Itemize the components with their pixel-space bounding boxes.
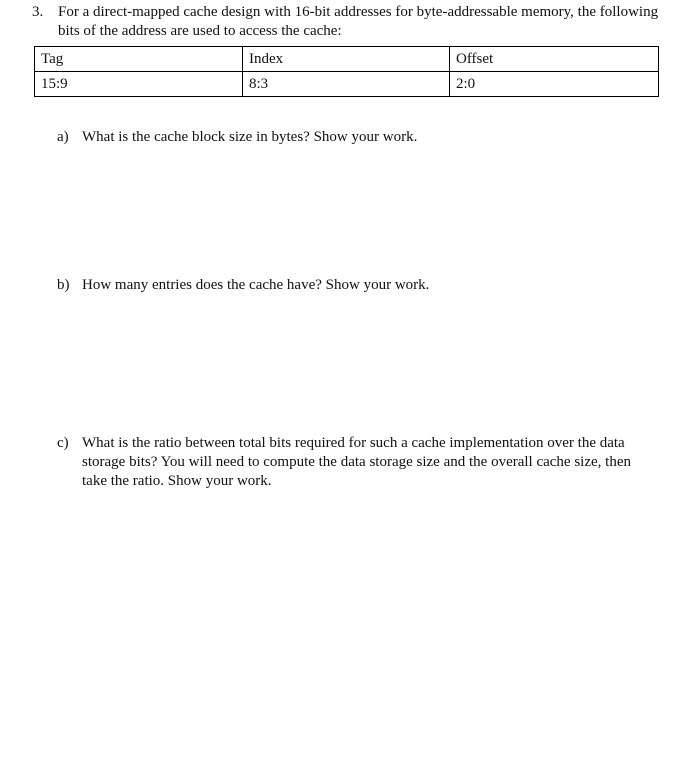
header-offset: Offset [450, 47, 659, 72]
value-tag: 15:9 [35, 72, 243, 97]
header-tag: Tag [35, 47, 243, 72]
question-number: 3. [32, 4, 44, 20]
subquestion-text: How many entries does the cache have? Show your work. [82, 277, 430, 293]
value-offset: 2:0 [450, 72, 659, 97]
subquestion-label: b) [57, 277, 70, 293]
subquestion-text: What is the ratio between total bits required for such a cache implementation over the data storage bits? You will need to compute the data storage size and the overall cache size, then take the ratio. Show your work. [82, 435, 631, 489]
question-text: For a direct-mapped cache design with 16-bit addresses for byte-addressable memory, the following bits of the address are used to access the cache: [58, 4, 659, 39]
subquestion-label: c) [57, 435, 69, 451]
subquestion-text: What is the cache block size in bytes? Show your work. [82, 129, 418, 145]
value-index: 8:3 [243, 72, 450, 97]
address-bits-table [34, 46, 659, 97]
subquestion-a [57, 128, 647, 147]
header-index: Index [243, 47, 450, 72]
subquestion-c [57, 434, 647, 491]
table-header-row [35, 47, 659, 72]
table-row [35, 72, 659, 97]
subquestion-label: a) [57, 129, 69, 145]
question-3 [32, 3, 672, 41]
subquestion-b [57, 276, 647, 295]
